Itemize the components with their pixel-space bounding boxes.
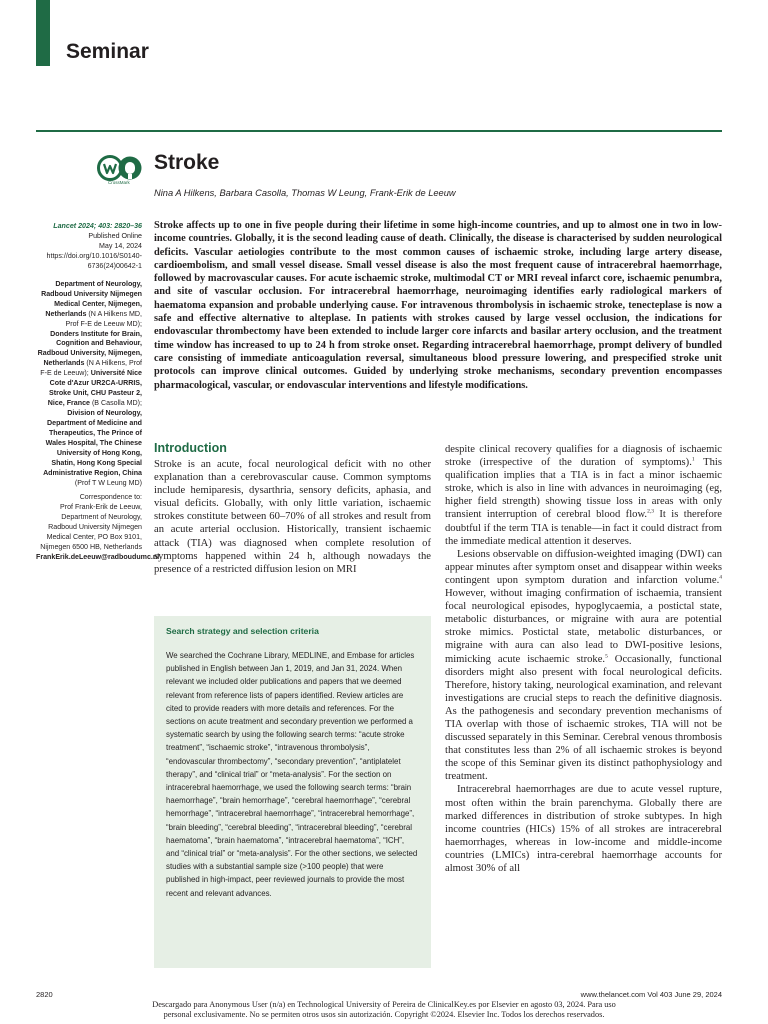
intro-paragraph-3: Lesions observable on diffusion-weighted imaging (DWI) can appear minutes after symptom onset and disappear within weeks contingent upon symptom duration and infarction volume.$^4$ However, without imaging confirmation of ischaemia, transient focal neurological episodes, hypoglycaemia, a postictal state, metabolic disturbances, or migraine with aura are potential stroke mimics. Postictal state, metabolic disturbances, or migraine with aura can also lead to DWI-positive lesions, mimicking acute ischaemic stroke.$^5$ Occasionally, functional disorders might also present with focal neurological deficits. Therefore, history taking, neurological examination, and relevant investigations are crucial steps to reach the definitive diagnosis. As the pathogenesis and secondary prevention mechanisms of TIA overlap with those of ischaemic strokes, TIA will not be discussed separately in this Seminar. Cerebral venous thrombosis that constitutes less than 2% of all ischaemic strokes is beyond the scope of this Seminar given its distinct pathophysiology and treatment.	[445, 548, 722, 783]
section-title: Seminar	[66, 40, 149, 63]
affiliation-4: Division of Neurology, Department of Medicine and Therapeutics, The Prince of Wales Hospital, The Chinese University of Hong Kong, Shatin, Hong Kong Special Administrative Region, China	[43, 409, 142, 477]
journal-footer: www.thelancet.com Vol 403 June 29, 2024	[580, 990, 722, 999]
doi-link[interactable]: https://doi.org/10.1016/S0140-6736(24)00642-1	[46, 251, 142, 270]
affiliation-1: Department of Neurology, Radboud University Nijmegen Medical Center, Nijmegen, Netherlands	[41, 279, 142, 318]
intro-paragraph-2: despite clinical recovery qualifies for a diagnosis of ischaemic stroke (irrespective of the duration of symptoms).$^1$ This qualification implies that a TIA is in fact a minor ischaemic stroke, which is also in line with advances in neuroimaging (eg, higher field strength) showing tissue loss in areas with only transient interruption of cerebral blood flow.$^{2,3}$ It is therefore doubtful if the term TIA is tenable—in fact it could distract from the immediate medical attention it deserves.	[445, 444, 722, 547]
panel-body: We searched the Cochrane Library, MEDLINE, and Embase for articles published in English between Jan 1, 2019, and Jan 31, 2024. When relevant we included older publications and papers that we deemed relevant from reference lists of papers identified. Review articles are cited to provide readers with more details and references. For the sections on acute treatment and secondary prevention we performed a systematic search by using the following search terms: “acute stroke treatment”, “ischaemic stroke”, “intravenous thrombolysis”, “endovascular thrombectomy”, “secondary prevention”, “antiplatelet therapy”, and “clinical trial” or “meta-analysis”. For the section on intracerebral haemorrhage, we used the following search terms: “brain haemorrhage”, “brain hemorrhage”, “cerebral haemorrhage”, “cerebral hemorrhage”, “intracerebral haemorrhage”, “intracerebral hemorrhage”, “brain bleeding”, “cerebral bleeding”, “intracerebral bleeding”, “cerebral haematoma”, “brain haematoma”, “intracerebral haematoma”, “ICH”, and “clinical trial” or “meta-analysis”. For the other sections, we selected studies with a substantial sample size (>100 people) that were published in high-impact, peer reviewed journals to provide the most recent and relevant advances.	[166, 651, 418, 898]
reference-marker[interactable]: 1	[691, 456, 695, 463]
download-notice-line-1: Descargado para Anonymous User (n/a) en Technological University of Pereira de ClinicalKey.es por Elsevier en agosto 03, 2024. Para uso	[152, 1000, 616, 1009]
crossmark-label: CrossMark	[108, 180, 130, 185]
header-rule	[36, 130, 722, 132]
article-authors: Nina A Hilkens, Barbara Casolla, Thomas W Leung, Frank-Erik de Leeuw	[154, 188, 456, 198]
affiliation-2: Donders Institute for Brain, Cognition and Behaviour, Radboud University, Nijmegen, Netherlands	[37, 329, 142, 368]
article-title: Stroke	[154, 151, 220, 174]
affiliations: Department of Neurology, Radboud University Nijmegen Medical Center, Nijmegen, Netherlands (N A Hilkens MD, Prof F-E de Leeuw MD); Donders Institute for Brain, Cognition and Behaviour, Radboud University, Nijmegen, Netherlands (N A Hilkens, Prof F-E de Leeuw); Université Nice Cote d'Azur UR2CA-URRIS, Stroke Unit, CHU Pasteur 2, Nice, France (B Casolla MD); Division of Neurology, Department of Medicine and Therapeutics, The Prince of Wales Hospital, The Chinese University of Hong Kong, Shatin, Hong Kong Special Administrative Region, China (Prof T W Leung MD)	[37, 279, 142, 487]
reference-marker[interactable]: 4	[719, 574, 722, 581]
introduction-heading: Introduction	[154, 441, 227, 455]
intro-paragraph-4: Intracerebral haemorrhages are due to acute vessel rupture, most often within the brain parenchyma. Globally there are marked differences in distribution of stroke subtypes. In high income countries (HICs) 15% of all strokes are intracerebral haemorrhages, whereas in low-income and middle-income countries (LMICs) intra-cerebral haemorrhage accounts for almost 30% of all	[445, 784, 722, 874]
left-column	[154, 458, 431, 576]
panel-title: Search strategy and selection criteria	[166, 626, 319, 636]
download-notice	[0, 1000, 768, 1020]
citation: Lancet 2024; 403: 2820–36	[53, 222, 142, 230]
article-sidebar	[36, 222, 160, 562]
search-strategy-panel	[154, 616, 431, 968]
page-number: 2820	[36, 990, 53, 999]
published-date: May 14, 2024	[99, 241, 142, 250]
download-notice-line-2: personal exclusivamente. No se permiten otros usos sin autorización. Copyright ©2024. Elsevier Inc. Todos los derechos reservados.	[163, 1009, 605, 1019]
right-column	[445, 443, 722, 875]
correspondence-label: Correspondence to:	[79, 492, 142, 501]
correspondence-address: Prof Frank-Erik de Leeuw, Department of Neurology, Radboud University Nijmegen Medical Center, PO Box 9101, Nijmegen 6500 HB, Netherlands	[40, 502, 142, 551]
abstract: Stroke affects up to one in five people during their lifetime in some high-income countries, and up to almost one in two in low-income countries. Globally, it is the second leading cause of death. Clinically, the disease is characterised by sudden neurological deficits. Vascular aetiologies contribute to the most common causes of ischaemic stroke, including large artery disease, cardioembolism, and small vessel disease. Small vessel disease is also the most frequent cause of intracerebral haemorrhage, followed by macrovascular causes. For acute ischaemic stroke, multimodal CT or MRI reveal infarct core, ischaemic penumbra, and site of vascular occlusion. For intracerebral haemorrhage, neuroimaging identifies early radiological markers of haematoma expansion and probable underlying cause. For intravenous thrombolysis in ischaemic stroke, tenecteplase is now a safe and effective alternative to alteplase. In patients with strokes caused by large vessel occlusion, the indications for endovascular thrombectomy have been extended to include larger core infarcts and basilar artery occlusion, and the treatment time window has increased to up to 24 h from stroke onset. Regarding intracerebral haemorrhage, prompt delivery of bundled care consisting of immediate anticoagulation reversal, simultaneous blood pressure lowering, and prespecified stroke unit protocols can improve clinical outcomes. Guided by underlying stroke mechanisms, secondary prevention encompasses pharmacological, vascular, or endovascular interventions and lifestyle modifications.	[154, 220, 722, 391]
affiliation-3: Université Nice Cote d'Azur UR2CA-URRIS, Stroke Unit, CHU Pasteur 2, Nice, France	[47, 369, 142, 408]
reference-marker[interactable]: 2,3	[647, 508, 654, 515]
reference-marker[interactable]: 5	[605, 652, 608, 659]
published-online-label: Published Online	[88, 231, 142, 240]
correspondence-email[interactable]: FrankErik.deLeeuw@radboudumc.nl	[36, 552, 160, 561]
section-tab	[36, 0, 50, 66]
intro-paragraph-1: Stroke is an acute, focal neurological deficit with no other explanation than a cerebrovascular cause. Common symptoms include hemiparesis, dysarthria, sensory deficits, aphasia, and visual deficits. Globally, with only little variation, ischaemic strokes constitute between 60–70% of all strokes and result from an acute arterial occlusion. Historically, transient ischaemic attack (TIA) was diagnosed when complete resolution of symptoms happened within 24 h, although nowadays the presence of a restricted diffusion lesion on MRI	[154, 459, 431, 575]
